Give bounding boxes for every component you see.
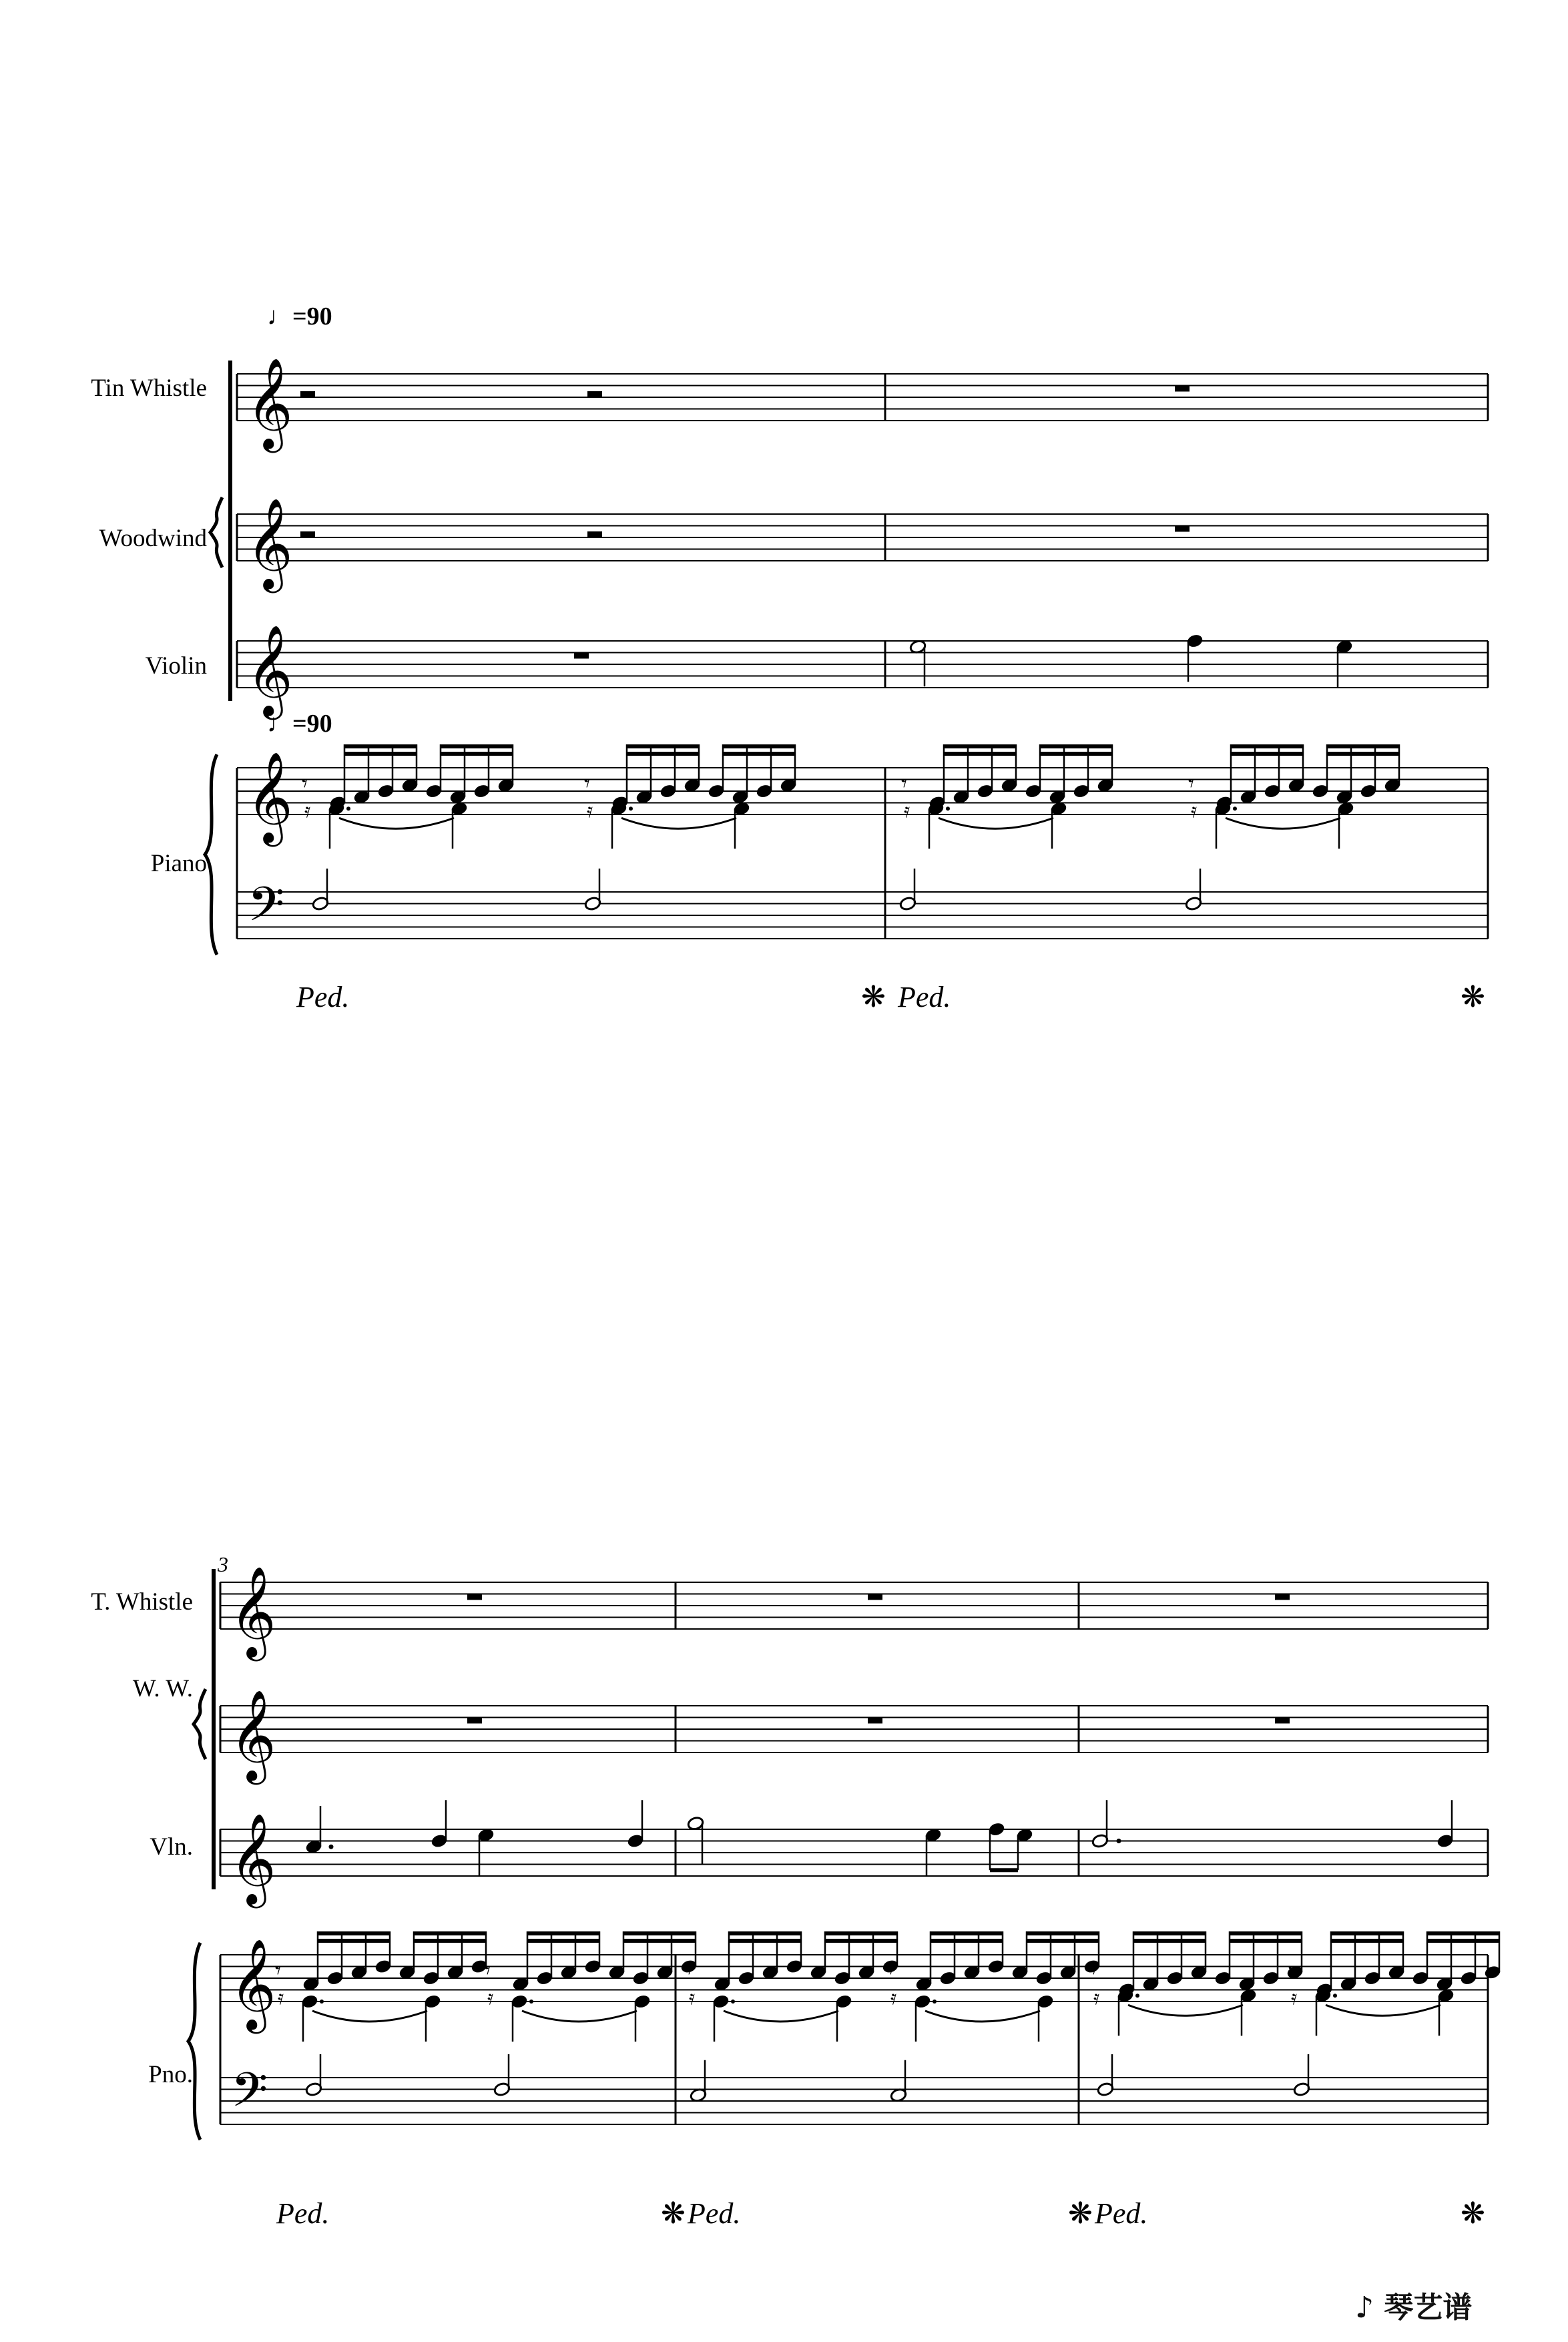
tie bbox=[312, 2011, 427, 2022]
sixteenth-rest: 𝄿 bbox=[1093, 1986, 1100, 2010]
pedal-release: ❋ bbox=[1461, 980, 1485, 1014]
beam bbox=[344, 744, 417, 748]
sixteenth-rest: 𝄿 bbox=[904, 799, 910, 823]
eighth-rest: 𝄾 bbox=[888, 1957, 894, 1984]
beam bbox=[344, 752, 417, 756]
beam bbox=[1040, 752, 1112, 756]
eighth-rest: 𝄾 bbox=[302, 770, 308, 797]
rest-mark bbox=[467, 1594, 482, 1600]
dot bbox=[629, 806, 633, 810]
pedal-mark: Ped. bbox=[276, 2197, 330, 2230]
tie bbox=[522, 2011, 637, 2022]
grand-staff-brace bbox=[210, 497, 222, 567]
staff-label-piano: Piano bbox=[150, 850, 207, 877]
rest-mark bbox=[868, 1718, 882, 1724]
staff-label-tin-whistle: Tin Whistle bbox=[91, 375, 207, 402]
staff-label-pno: Pno. bbox=[148, 2061, 193, 2088]
tempo-marking-piano: ♩=90 bbox=[267, 710, 332, 738]
eighth-rest: 𝄾 bbox=[584, 770, 591, 797]
sixteenth-rest: 𝄿 bbox=[890, 1986, 897, 2010]
sixteenth-rest: 𝄿 bbox=[304, 799, 311, 823]
treble-clef: 𝄞 bbox=[230, 1812, 276, 1904]
eighth-rest: 𝄾 bbox=[485, 1957, 491, 1984]
pedal-mark: Ped. bbox=[898, 981, 951, 1013]
tempo-marking: ♩=90 bbox=[267, 302, 332, 330]
beam bbox=[1027, 1931, 1099, 1935]
sixteenth-rest: 𝄿 bbox=[278, 1986, 284, 2010]
staff-label-ww: W. W. bbox=[132, 1675, 193, 1702]
dot bbox=[1117, 1839, 1121, 1843]
beam bbox=[1327, 744, 1399, 748]
watermark-logo bbox=[1355, 2283, 1472, 2326]
beam bbox=[944, 752, 1016, 756]
pedal-release: ❋ bbox=[861, 980, 886, 1014]
pedal-mark: Ped. bbox=[688, 2197, 741, 2230]
beam bbox=[723, 752, 795, 756]
dot bbox=[731, 2000, 735, 2004]
beam bbox=[1327, 752, 1399, 756]
sixteenth-rest: 𝄿 bbox=[1191, 799, 1198, 823]
treble-clef: 𝄞 bbox=[246, 624, 293, 716]
treble-clef: 𝄞 bbox=[230, 1937, 276, 2030]
rest-mark bbox=[1275, 1594, 1290, 1600]
dot bbox=[1135, 1994, 1139, 1998]
beam bbox=[441, 744, 513, 748]
rest-mark bbox=[1175, 386, 1190, 392]
beam bbox=[527, 1939, 599, 1943]
bass-clef: 𝄢 bbox=[231, 2062, 268, 2130]
treble-clef: 𝄞 bbox=[246, 497, 293, 589]
rest-mark bbox=[1275, 1718, 1290, 1724]
eighth-rest: 𝄾 bbox=[1091, 1957, 1097, 1984]
beam bbox=[414, 1939, 486, 1943]
rest-mark bbox=[1175, 526, 1190, 532]
rest-mark bbox=[587, 391, 602, 397]
beam bbox=[1027, 1939, 1099, 1943]
beam bbox=[1133, 1931, 1206, 1935]
dot bbox=[946, 806, 950, 810]
beam bbox=[527, 1931, 599, 1935]
eighth-rest: 𝄾 bbox=[1188, 770, 1195, 797]
staff-label-woodwind: Woodwind bbox=[99, 525, 207, 552]
beam bbox=[623, 1939, 696, 1943]
beam bbox=[723, 744, 795, 748]
sixteenth-rest: 𝄿 bbox=[487, 1986, 494, 2010]
staff-label-vln: Vln. bbox=[150, 1833, 193, 1861]
treble-clef: 𝄞 bbox=[230, 1688, 276, 1781]
dot bbox=[1233, 806, 1237, 810]
rest-mark bbox=[467, 1718, 482, 1724]
beam bbox=[1331, 1931, 1403, 1935]
pedal-release: ❋ bbox=[661, 2196, 686, 2231]
tie bbox=[1326, 2005, 1441, 2016]
beam bbox=[627, 744, 699, 748]
tie bbox=[1128, 2005, 1243, 2016]
beam bbox=[414, 1931, 486, 1935]
rest-mark bbox=[574, 653, 589, 659]
pedal-mark: Ped. bbox=[1095, 2197, 1148, 2230]
beam bbox=[318, 1939, 390, 1943]
beam bbox=[931, 1931, 1003, 1935]
beam bbox=[1230, 1931, 1302, 1935]
treble-clef: 𝄞 bbox=[246, 357, 293, 449]
grand-staff-brace bbox=[194, 1689, 206, 1759]
measure-number: 3 bbox=[218, 1552, 228, 1576]
beam bbox=[627, 752, 699, 756]
dot bbox=[329, 1845, 334, 1849]
beam bbox=[990, 1868, 1018, 1872]
beam bbox=[1040, 744, 1112, 748]
treble-clef: 𝄞 bbox=[246, 750, 293, 843]
tie bbox=[925, 2011, 1040, 2022]
beam bbox=[318, 1931, 390, 1935]
treble-clef: 𝄞 bbox=[230, 1565, 276, 1657]
beam bbox=[1231, 752, 1303, 756]
tie bbox=[339, 818, 454, 829]
rest-mark bbox=[587, 531, 602, 537]
beam bbox=[441, 752, 513, 756]
sixteenth-rest: 𝄿 bbox=[1291, 1986, 1298, 2010]
rest-mark bbox=[300, 531, 315, 537]
beam bbox=[944, 744, 1016, 748]
tie bbox=[1226, 818, 1340, 829]
beam bbox=[825, 1939, 897, 1943]
tie bbox=[621, 818, 736, 829]
dot bbox=[346, 806, 350, 810]
tie bbox=[724, 2011, 838, 2022]
logo-icon: ♪ bbox=[1355, 2291, 1384, 2325]
eighth-rest: 𝄾 bbox=[1288, 1957, 1295, 1984]
pedal-mark: Ped. bbox=[296, 981, 350, 1013]
dot bbox=[1333, 1994, 1337, 1998]
beam bbox=[623, 1931, 696, 1935]
beam bbox=[825, 1931, 897, 1935]
bass-clef: 𝄢 bbox=[248, 877, 285, 944]
sixteenth-rest: 𝄿 bbox=[689, 1986, 696, 2010]
beam bbox=[729, 1931, 801, 1935]
rest-mark bbox=[868, 1594, 882, 1600]
eighth-rest: 𝄾 bbox=[901, 770, 908, 797]
beam bbox=[931, 1939, 1003, 1943]
staff-label-t-whistle: T. Whistle bbox=[91, 1588, 193, 1616]
sixteenth-rest: 𝄿 bbox=[587, 799, 593, 823]
beam bbox=[1427, 1931, 1499, 1935]
beam bbox=[1427, 1939, 1499, 1943]
beam bbox=[1230, 1939, 1302, 1943]
eighth-rest: 𝄾 bbox=[686, 1957, 693, 1984]
tie bbox=[939, 818, 1053, 829]
watermark-text: 琴艺谱 bbox=[1384, 2291, 1473, 2325]
beam bbox=[729, 1939, 801, 1943]
beam bbox=[1133, 1939, 1206, 1943]
dot bbox=[933, 2000, 937, 2004]
dot bbox=[529, 2000, 533, 2004]
beam bbox=[1231, 744, 1303, 748]
staff-label-violin: Violin bbox=[145, 652, 207, 680]
rest-mark bbox=[300, 391, 315, 397]
eighth-rest: 𝄾 bbox=[275, 1957, 282, 1984]
grand-staff-brace bbox=[188, 1943, 200, 2140]
dot bbox=[320, 2000, 324, 2004]
pedal-release: ❋ bbox=[1461, 2196, 1485, 2231]
beam bbox=[1331, 1939, 1403, 1943]
pedal-release: ❋ bbox=[1068, 2196, 1093, 2231]
